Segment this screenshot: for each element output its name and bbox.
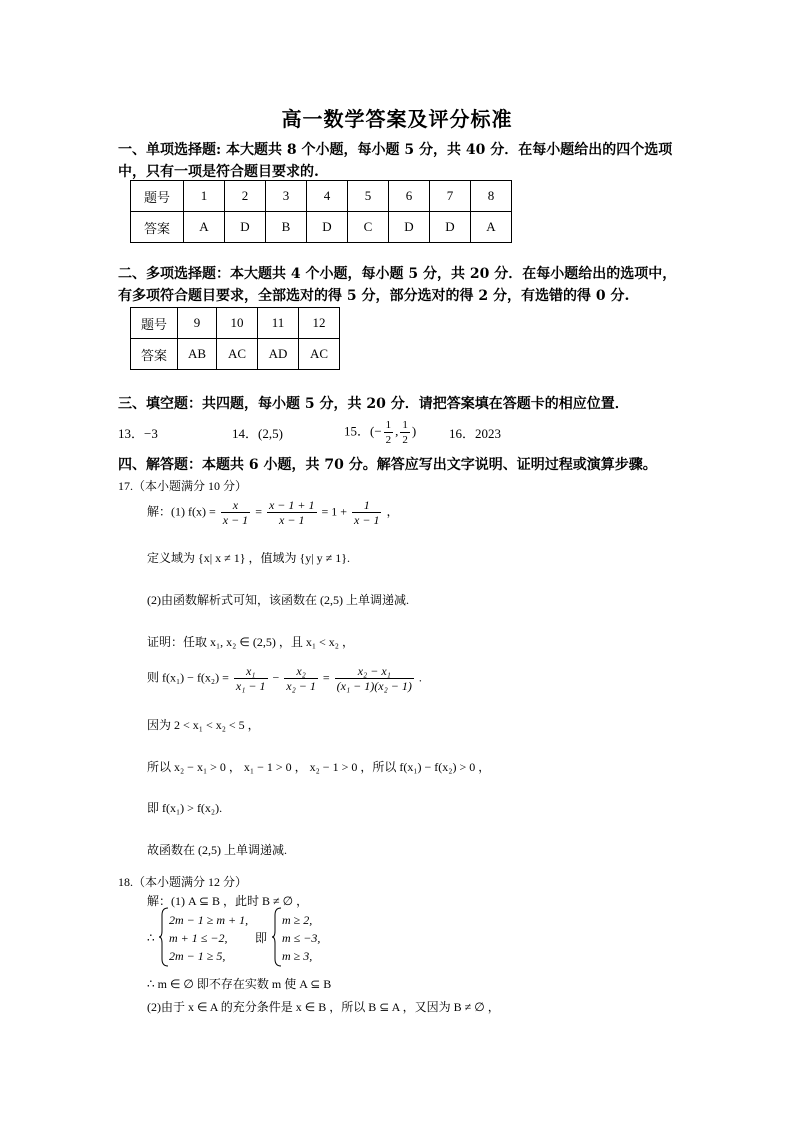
therefore-symbol: ∴ [147, 931, 155, 945]
q17-line-5 [147, 664, 422, 693]
denominator: x − 1 [279, 513, 305, 527]
text: − [272, 670, 280, 685]
table-cell: A [471, 212, 512, 243]
table-cell: AB [178, 339, 217, 370]
q17-line-4: 证明：任取 x₁, x₂ ∈ (2,5) ，且 x₁ < x₂ ， [147, 635, 354, 649]
table-cell: 3 [266, 181, 307, 212]
table-cell: 11 [258, 308, 299, 339]
section2-answer-table [130, 307, 340, 370]
answer-13: 13．−3 [118, 426, 158, 441]
q18-header: 18.（本小题满分 12 分） [118, 875, 248, 889]
numerator: 1 [402, 419, 408, 431]
table-cell: D [307, 212, 348, 243]
denominator: 2 [385, 434, 392, 446]
fraction [221, 498, 250, 527]
numerator: x − 1 + 1 [268, 498, 315, 512]
sys1-row-1: 2m − 1 ≥ m + 1, [169, 913, 249, 927]
section3-heading: 三、填空题：共四题，每小题 5 分，共 20 分．请把答案填在答题卡的相应位置． [118, 396, 629, 412]
answer-14: 14．(2,5) [232, 426, 283, 441]
table-cell: AC [299, 339, 340, 370]
fraction [267, 498, 317, 527]
table-cell: D [430, 212, 471, 243]
q17-line-3: (2)由函数解析式可知，该函数在 (2,5) 上单调递减. [147, 593, 409, 607]
sys1-row-2: m + 1 ≤ −2, [169, 931, 228, 945]
table-cell: D [225, 212, 266, 243]
row-label-answer: 答案 [131, 212, 184, 243]
sys2-row-3: m ≥ 3, [282, 949, 313, 963]
table-cell: 2 [225, 181, 266, 212]
answer-15: 15．(− $\frac{1}{2}$ , $\frac{1}{2}$ ) [344, 419, 417, 446]
fraction [284, 664, 318, 693]
table-cell: 10 [217, 308, 258, 339]
numerator: x₂ − x₁ [335, 664, 414, 679]
brace-left [159, 907, 169, 972]
table-cell: 5 [348, 181, 389, 212]
answer-16: 16．2023 [449, 426, 502, 441]
table-cell: 9 [178, 308, 217, 339]
text: 解：(1) f(x) = [147, 504, 216, 519]
numerator: x₂ [284, 664, 318, 679]
text: 则 f(x₁) − f(x₂) = [147, 670, 229, 685]
row-label-number: 题号 [131, 181, 184, 212]
denominator: 2 [402, 434, 408, 446]
answer-15-prefix: 15．(− [344, 423, 382, 439]
table-cell: B [266, 212, 307, 243]
table-cell: C [348, 212, 389, 243]
row-label-answer: 答案 [131, 339, 178, 370]
table-cell: 7 [430, 181, 471, 212]
text: ， [386, 504, 399, 519]
table-cell: 8 [471, 181, 512, 212]
table-cell: D [389, 212, 430, 243]
q17-line-2: 定义域为 {x| x ≠ 1} ，值域为 {y| y ≠ 1}. [147, 551, 351, 565]
numerator: 1 [385, 419, 392, 431]
table-cell: AC [217, 339, 258, 370]
sys1-row-3: 2m − 1 ≥ 5, [169, 949, 226, 963]
section1-heading: 一、单项选择题: 本大题共 8 个小题，每小题 5 分，共 40 分．在每小题给出的四个选项中，只有一项是符合题目要求的. [118, 142, 673, 180]
table-cell: 12 [299, 308, 340, 339]
section4-heading: 四、解答题：本题共 6 小题，共 70 分。解答应写出文字说明、证明过程或演算步骤。 [118, 457, 657, 473]
fraction [400, 418, 410, 447]
section1-answer-table [130, 180, 512, 243]
numerator: x₁ [234, 664, 268, 679]
table-cell: 1 [184, 181, 225, 212]
fraction [335, 664, 414, 693]
fraction [352, 498, 381, 527]
text: = [322, 670, 330, 685]
table-cell: A [184, 212, 225, 243]
ji-label: 即 [255, 931, 268, 945]
fraction [234, 664, 268, 693]
answer-15-suffix: ) [411, 423, 417, 439]
denominator: (x₁ − 1)(x₂ − 1) [336, 679, 412, 693]
text: = 1 + [321, 504, 348, 519]
q17-line-7: 所以 x₂ − x₁ > 0 ， x₁ − 1 > 0 ， x₂ − 1 > 0 ，所以 f(x₁) − f(x₂) > 0 ， [147, 760, 491, 774]
text: = [255, 504, 262, 519]
denominator: x₁ − 1 [235, 679, 266, 693]
q17-line-8: 即 f(x₁) > f(x₂). [147, 801, 223, 815]
denominator: x − 1 [222, 513, 249, 527]
fraction [384, 418, 394, 447]
q18-line-1: 解：(1) A ⊆ B ，此时 B ≠ ∅ ， [147, 894, 309, 908]
q17-line-9: 故函数在 (2,5) 上单调递减. [147, 843, 287, 857]
q17-line-6: 因为 2 < x₁ < x₂ < 5 ， [147, 718, 260, 732]
denominator: x₂ − 1 [286, 679, 316, 693]
section2-heading: 二、多项选择题：本大题共 4 个小题，每小题 5 分，共 20 分．在每小题给出的选项中，有多项符合题目要求，全部选对的得 5 分，部分选对的得 2 分，有选错的得 0 分. [118, 266, 677, 304]
text: . [418, 670, 422, 685]
brace-left [272, 907, 282, 972]
table-cell: 4 [307, 181, 348, 212]
sys2-row-2: m ≤ −3, [282, 931, 321, 945]
q17-line-1 [147, 498, 399, 527]
numerator: 1 [352, 498, 381, 513]
q18-line-3: ∴ m ∈ ∅ 即不存在实数 m 使 A ⊆ B [147, 977, 332, 991]
page-title: 高一数学答案及评分标准 [281, 107, 513, 131]
row-label-number: 题号 [131, 308, 178, 339]
numerator: x [221, 498, 250, 513]
denominator: x − 1 [354, 513, 380, 527]
table-cell: 6 [389, 181, 430, 212]
q18-line-4: (2)由于 x ∈ A 的充分条件是 x ∈ B ，所以 B ⊆ A ，又因为 B ≠ ∅ ， [147, 1000, 500, 1014]
sys2-row-1: m ≥ 2, [282, 913, 313, 927]
q17-header: 17.（本小题满分 10 分） [118, 479, 248, 493]
table-cell: AD [258, 339, 299, 370]
